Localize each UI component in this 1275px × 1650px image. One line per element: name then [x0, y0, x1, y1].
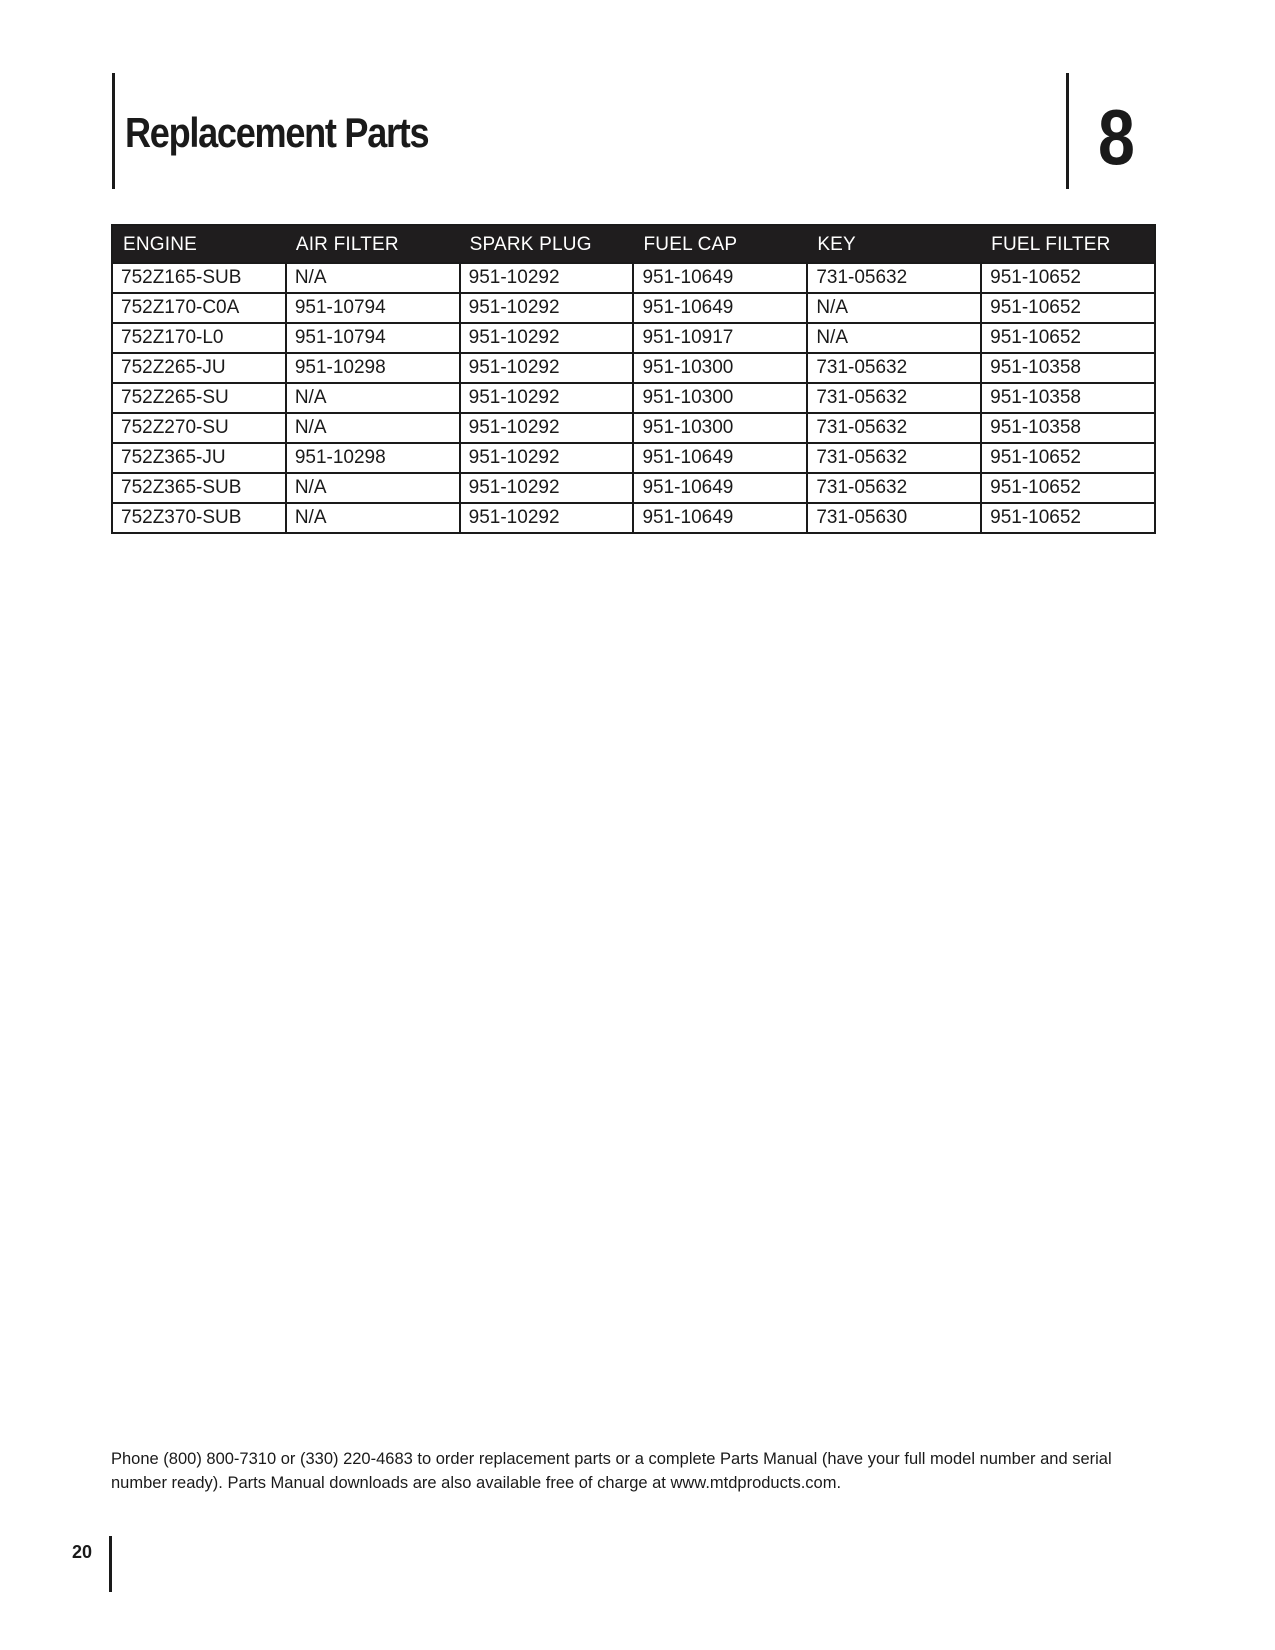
- title-divider: [112, 73, 115, 189]
- cell-fuel-filter: 951-10652: [981, 443, 1155, 473]
- cell-fuel-filter: 951-10652: [981, 503, 1155, 533]
- cell-spark-plug: 951-10292: [460, 383, 634, 413]
- cell-engine: 752Z170-L0: [112, 323, 286, 353]
- cell-air-filter: 951-10794: [286, 323, 460, 353]
- cell-fuel-filter: 951-10652: [981, 323, 1155, 353]
- cell-fuel-cap: 951-10300: [633, 383, 807, 413]
- cell-fuel-cap: 951-10649: [633, 293, 807, 323]
- cell-engine: 752Z270-SU: [112, 413, 286, 443]
- cell-engine: 752Z265-JU: [112, 353, 286, 383]
- cell-air-filter: N/A: [286, 263, 460, 293]
- cell-fuel-filter: 951-10358: [981, 353, 1155, 383]
- cell-air-filter: 951-10298: [286, 353, 460, 383]
- cell-air-filter: 951-10794: [286, 293, 460, 323]
- cell-key: 731-05632: [807, 353, 981, 383]
- cell-key: 731-05632: [807, 263, 981, 293]
- cell-fuel-filter: 951-10652: [981, 263, 1155, 293]
- table-body: [112, 263, 1155, 533]
- cell-spark-plug: 951-10292: [460, 353, 634, 383]
- cell-fuel-cap: 951-10917: [633, 323, 807, 353]
- column-header-air-filter: AIR FILTER: [286, 225, 460, 263]
- table-row: [112, 383, 1155, 413]
- cell-engine: 752Z370-SUB: [112, 503, 286, 533]
- column-header-key: KEY: [807, 225, 981, 263]
- cell-fuel-cap: 951-10300: [633, 413, 807, 443]
- table-row: [112, 323, 1155, 353]
- cell-spark-plug: 951-10292: [460, 443, 634, 473]
- cell-fuel-filter: 951-10358: [981, 413, 1155, 443]
- cell-fuel-cap: 951-10649: [633, 473, 807, 503]
- cell-key: 731-05632: [807, 383, 981, 413]
- cell-air-filter: N/A: [286, 383, 460, 413]
- cell-spark-plug: 951-10292: [460, 293, 634, 323]
- cell-engine: 752Z365-SUB: [112, 473, 286, 503]
- cell-engine: 752Z265-SU: [112, 383, 286, 413]
- replacement-parts-table: [111, 224, 1156, 534]
- cell-spark-plug: 951-10292: [460, 323, 634, 353]
- section-number: 8: [1098, 93, 1135, 181]
- cell-fuel-filter: 951-10358: [981, 383, 1155, 413]
- cell-fuel-filter: 951-10652: [981, 473, 1155, 503]
- cell-key: 731-05632: [807, 473, 981, 503]
- cell-spark-plug: 951-10292: [460, 413, 634, 443]
- page-title: Replacement Parts: [125, 109, 429, 156]
- cell-fuel-cap: 951-10649: [633, 503, 807, 533]
- table-row: [112, 473, 1155, 503]
- page-number-divider: [109, 1536, 112, 1592]
- cell-engine: 752Z365-JU: [112, 443, 286, 473]
- cell-key: N/A: [807, 323, 981, 353]
- cell-air-filter: 951-10298: [286, 443, 460, 473]
- cell-key: N/A: [807, 293, 981, 323]
- cell-engine: 752Z170-C0A: [112, 293, 286, 323]
- table-row: [112, 443, 1155, 473]
- cell-fuel-filter: 951-10652: [981, 293, 1155, 323]
- table-row: [112, 353, 1155, 383]
- cell-spark-plug: 951-10292: [460, 473, 634, 503]
- table-row: [112, 503, 1155, 533]
- cell-fuel-cap: 951-10300: [633, 353, 807, 383]
- cell-spark-plug: 951-10292: [460, 263, 634, 293]
- column-header-spark-plug: SPARK PLUG: [460, 225, 634, 263]
- cell-key: 731-05630: [807, 503, 981, 533]
- cell-fuel-cap: 951-10649: [633, 443, 807, 473]
- cell-spark-plug: 951-10292: [460, 503, 634, 533]
- table-header-row: [112, 225, 1155, 263]
- cell-key: 731-05632: [807, 413, 981, 443]
- table-row: [112, 413, 1155, 443]
- cell-air-filter: N/A: [286, 503, 460, 533]
- cell-air-filter: N/A: [286, 413, 460, 443]
- section-divider: [1066, 73, 1069, 189]
- cell-key: 731-05632: [807, 443, 981, 473]
- column-header-fuel-cap: FUEL CAP: [633, 225, 807, 263]
- ordering-note: Phone (800) 800-7310 or (330) 220-4683 to order replacement parts or a complete Parts Manual (have your full model number and serial number ready). Parts Manual downloads are also available free of charge at www.mtdproducts.com.: [111, 1450, 1112, 1492]
- column-header-engine: ENGINE: [112, 225, 286, 263]
- table-row: [112, 293, 1155, 323]
- page-number: 20: [72, 1542, 93, 1562]
- table-row: [112, 263, 1155, 293]
- cell-fuel-cap: 951-10649: [633, 263, 807, 293]
- cell-air-filter: N/A: [286, 473, 460, 503]
- cell-engine: 752Z165-SUB: [112, 263, 286, 293]
- column-header-fuel-filter: FUEL FILTER: [981, 225, 1155, 263]
